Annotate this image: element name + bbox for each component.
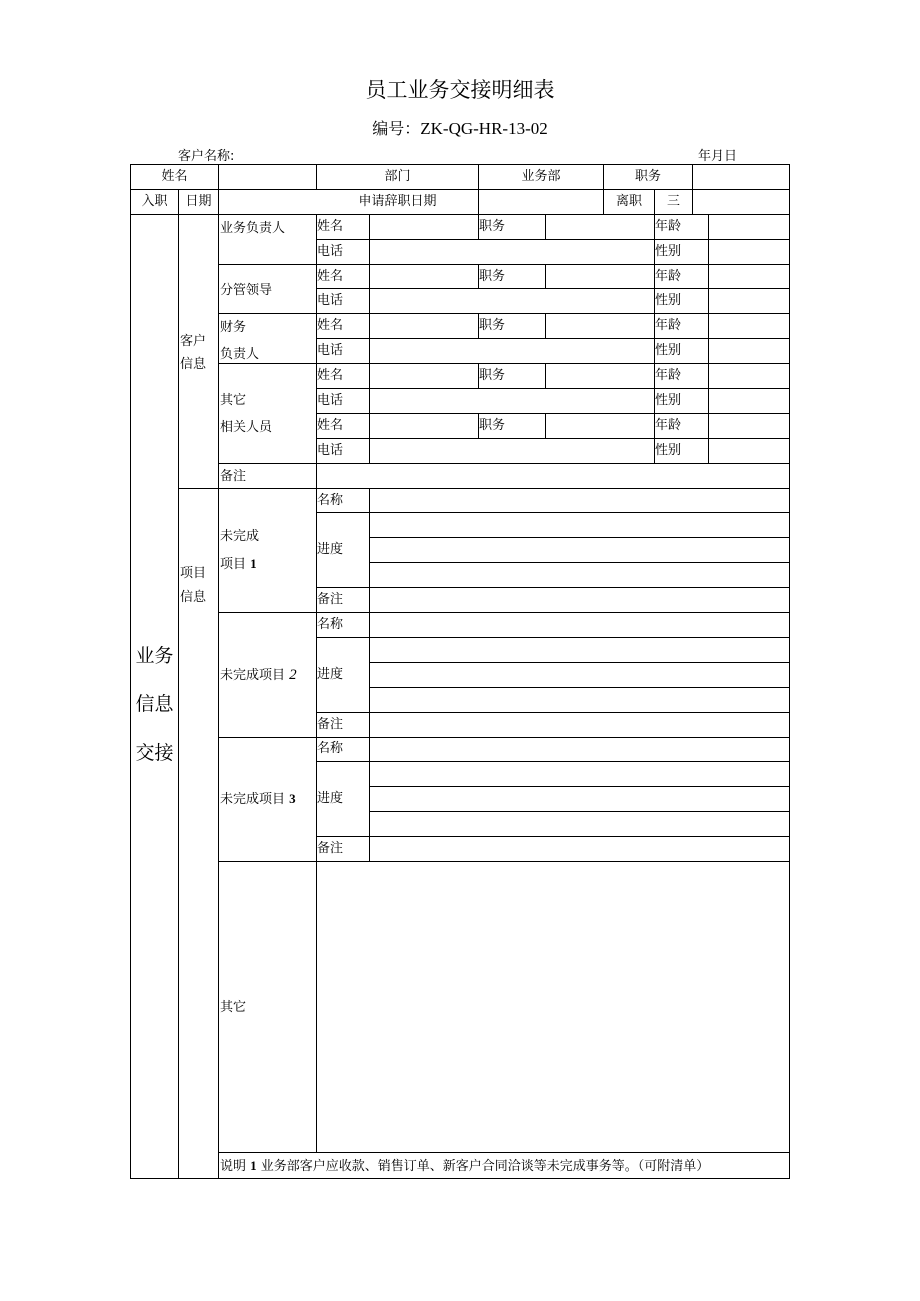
- leave-value: 三: [666, 194, 680, 209]
- name-label: 姓名: [161, 169, 188, 184]
- person-position-label: 职务: [479, 219, 506, 234]
- project-remark-label: 备注: [317, 592, 344, 607]
- project-name-label: 名称: [317, 741, 344, 756]
- form-title: 员工业务交接明细表: [365, 78, 555, 102]
- project-1-label-a: 未完成: [220, 529, 260, 544]
- project-remark-label: 备注: [317, 717, 344, 732]
- client-name-label: 客户名称:: [178, 149, 235, 164]
- person-name-label: 姓名: [317, 219, 344, 234]
- date-label: 年月日: [698, 149, 738, 164]
- project-2-label: 未完成项目 2: [220, 667, 297, 683]
- project-remark-label: 备注: [317, 841, 344, 856]
- section-label-line-2: 信息: [135, 693, 174, 715]
- person-position-label: 职务: [479, 318, 506, 333]
- person-age-label: 年龄: [655, 219, 682, 234]
- person-phone-label: 电话: [317, 343, 344, 358]
- section-label-line-1: 业务: [135, 645, 174, 667]
- position-label: 职务: [634, 169, 661, 184]
- person-name-label: 姓名: [317, 269, 344, 284]
- dept-value: 业务部: [521, 169, 561, 184]
- role-finance-2: 负责人: [220, 347, 260, 362]
- person-age-label: 年龄: [655, 368, 682, 383]
- dept-label: 部门: [384, 169, 411, 184]
- role-business-owner: 业务负责人: [220, 221, 286, 236]
- project-progress-label: 进度: [317, 791, 344, 806]
- project-info-label-1: 项目: [180, 566, 207, 581]
- person-gender-label: 性别: [655, 244, 682, 259]
- role-other-1: 其它: [220, 393, 247, 408]
- client-info-label-1: 客户: [180, 334, 207, 349]
- resign-date-label: 申请辞职日期: [358, 194, 437, 209]
- person-age-label: 年龄: [655, 269, 682, 284]
- person-name-label: 姓名: [317, 368, 344, 383]
- code-label: 编号：: [372, 119, 421, 138]
- person-position-label: 职务: [479, 368, 506, 383]
- client-remark-label: 备注: [220, 469, 247, 484]
- person-phone-label: 电话: [317, 443, 344, 458]
- project-3-label: 未完成项目 3: [220, 791, 296, 807]
- footer-note: 说明 1 业务部客户应收款、销售订单、新客户合同洽谈等未完成事务等。（可附清单）: [220, 1158, 710, 1174]
- client-info-label-2: 信息: [180, 357, 207, 372]
- person-gender-label: 性别: [655, 293, 682, 308]
- person-phone-label: 电话: [317, 293, 344, 308]
- person-phone-label: 电话: [317, 393, 344, 408]
- person-gender-label: 性别: [655, 393, 682, 408]
- person-position-label: 职务: [479, 269, 506, 284]
- section-label-line-3: 交接: [135, 742, 174, 764]
- role-other-2: 相关人员: [220, 420, 273, 435]
- person-age-label: 年龄: [655, 418, 682, 433]
- role-finance-1: 财务: [220, 320, 247, 335]
- project-info-label-2: 信息: [180, 590, 207, 605]
- project-1-label-b: 项目 1: [220, 556, 257, 572]
- person-gender-label: 性别: [655, 343, 682, 358]
- form-code: [0, 116, 920, 139]
- join-label: 入职: [141, 194, 168, 209]
- role-supervisor: 分管领导: [220, 283, 273, 298]
- person-age-label: 年龄: [655, 318, 682, 333]
- person-phone-label: 电话: [317, 244, 344, 259]
- code-value: ZK-QG-HR-13-02: [420, 119, 548, 138]
- person-name-label: 姓名: [317, 418, 344, 433]
- person-position-label: 职务: [479, 418, 506, 433]
- project-progress-label: 进度: [317, 667, 344, 682]
- project-name-label: 名称: [317, 617, 344, 632]
- project-progress-label: 进度: [317, 542, 344, 557]
- person-name-label: 姓名: [317, 318, 344, 333]
- project-name-label: 名称: [317, 493, 344, 508]
- leave-label: 离职: [615, 194, 642, 209]
- join-date-label: 日期: [185, 194, 212, 209]
- other-label: 其它: [220, 1000, 247, 1015]
- person-gender-label: 性别: [655, 443, 682, 458]
